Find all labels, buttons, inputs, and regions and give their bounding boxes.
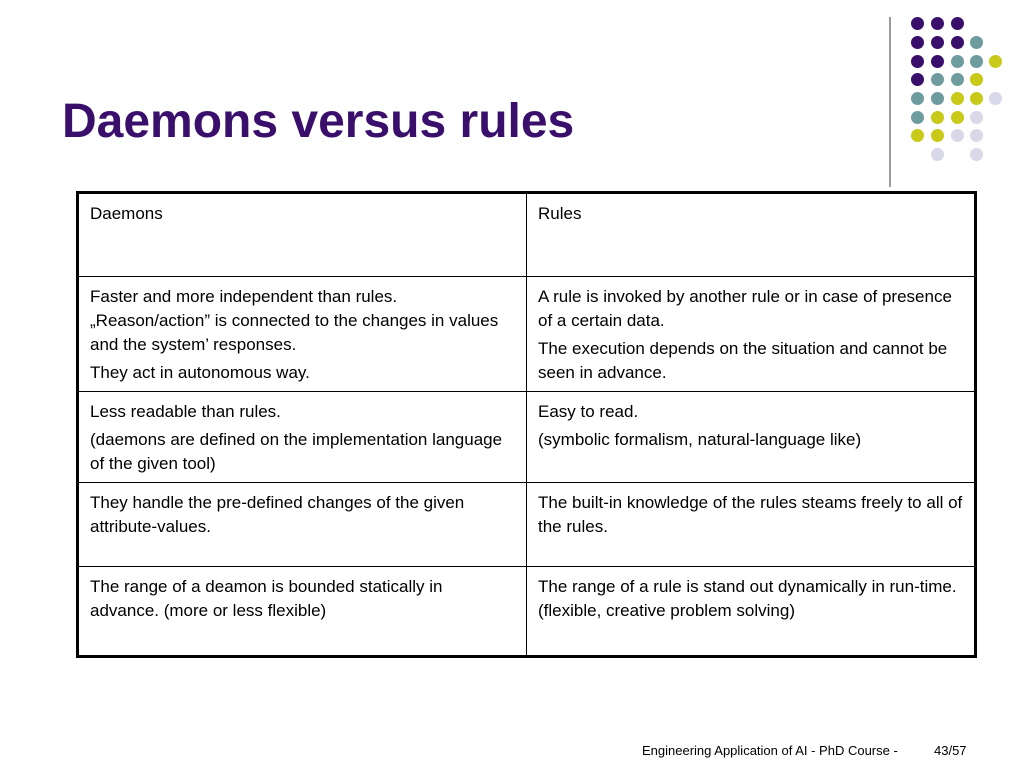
cell-daemons (78, 483, 527, 567)
table-row (78, 567, 976, 657)
decor-dot (951, 55, 964, 68)
cell-line: „Reason/action” is connected to the changes in values and the system’ responses. (90, 311, 499, 354)
decor-dot (951, 73, 964, 86)
table-row (78, 483, 976, 567)
header-daemons: Daemons (78, 193, 527, 277)
cell-daemons (78, 277, 527, 392)
cell-line: The range of a deamon is bounded statically in advance. (more or less flexible) (90, 577, 443, 620)
decor-dot (911, 129, 924, 142)
cell-line: Less readable than rules. (90, 402, 281, 421)
comparison-table (76, 191, 977, 658)
cell-line: (symbolic formalism, natural-language like) (538, 430, 862, 449)
decor-dot (911, 55, 924, 68)
cell-rules (527, 567, 976, 657)
cell-line: Faster and more independent than rules. (90, 287, 398, 306)
cell-daemons (78, 567, 527, 657)
decor-dot (931, 73, 944, 86)
cell-line: Easy to read. (538, 402, 639, 421)
decor-dot (970, 92, 983, 105)
decor-dot (931, 36, 944, 49)
decor-dot (951, 111, 964, 124)
cell-line: The range of a rule is stand out dynamically in run-time. (flexible, creative problem solving) (538, 577, 957, 620)
slide-title: Daemons versus rules (62, 95, 575, 148)
decor-dot (931, 55, 944, 68)
cell-rules (527, 277, 976, 392)
decor-dot (911, 17, 924, 30)
decor-dot (970, 148, 983, 161)
decor-dot (989, 55, 1002, 68)
decor-dot (911, 73, 924, 86)
decor-dot (951, 92, 964, 105)
decor-dot (911, 111, 924, 124)
decor-dot (951, 129, 964, 142)
decor-dot (911, 36, 924, 49)
table-row (78, 392, 976, 483)
decorative-vertical-rule (889, 17, 891, 187)
decor-dot (931, 92, 944, 105)
decor-dot (970, 129, 983, 142)
decor-dot (951, 36, 964, 49)
cell-line: The built-in knowledge of the rules steams freely to all of the rules. (538, 493, 963, 536)
cell-rules (527, 483, 976, 567)
decor-dot (970, 55, 983, 68)
decor-dot (931, 129, 944, 142)
decor-dot (970, 36, 983, 49)
cell-line: The execution depends on the situation and cannot be seen in advance. (538, 339, 948, 382)
cell-rules (527, 392, 976, 483)
decor-dot (931, 148, 944, 161)
decor-dot (951, 17, 964, 30)
cell-line: A rule is invoked by another rule or in case of presence of a certain data. (538, 287, 952, 330)
table-row (78, 277, 976, 392)
decor-dot (989, 92, 1002, 105)
cell-daemons (78, 392, 527, 483)
decor-dot (911, 92, 924, 105)
footer-course: Engineering Application of AI - PhD Course - (642, 743, 898, 758)
header-rules: Rules (527, 193, 976, 277)
decor-dot (931, 17, 944, 30)
cell-line: (daemons are defined on the implementation language of the given tool) (90, 430, 503, 473)
decor-dot (970, 111, 983, 124)
cell-line: They act in autonomous way. (90, 363, 310, 382)
table-header-row (78, 193, 976, 277)
cell-line: They handle the pre-defined changes of the given attribute-values. (90, 493, 465, 536)
decor-dot (970, 73, 983, 86)
page-number: 43/57 (934, 743, 967, 758)
decor-dot (931, 111, 944, 124)
